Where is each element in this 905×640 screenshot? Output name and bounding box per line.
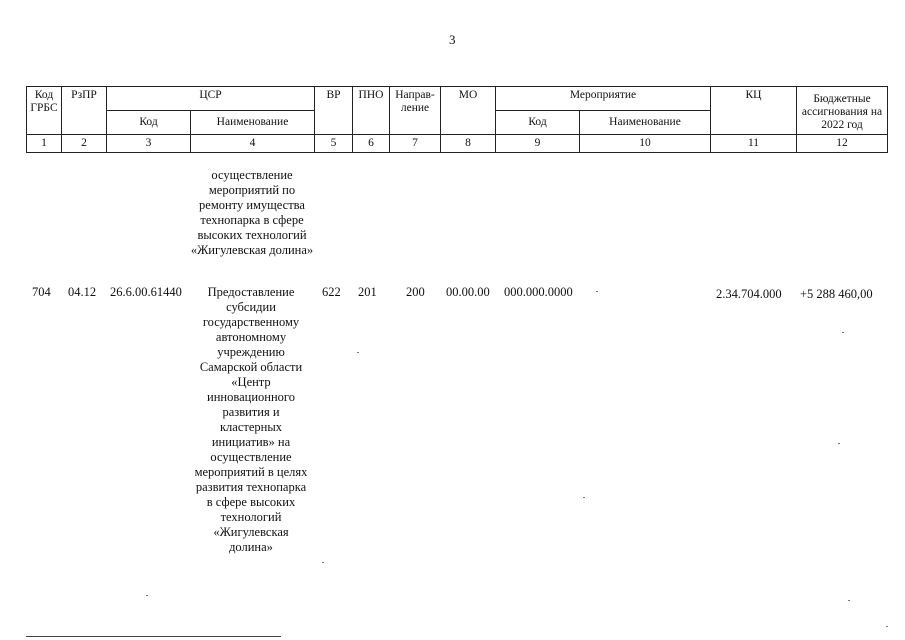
column-number: 10 xyxy=(580,135,711,153)
column-number: 7 xyxy=(390,135,441,153)
header-kc: КЦ xyxy=(711,87,797,135)
header-mo: МО xyxy=(441,87,496,135)
scan-speck xyxy=(357,352,359,353)
cell-meropr-kod: 000.000.0000 xyxy=(504,285,573,299)
cell-mo: 00.00.00 xyxy=(446,285,490,299)
scan-speck xyxy=(838,443,840,444)
column-number: 12 xyxy=(797,135,888,153)
header-csr-kod: Код xyxy=(107,111,191,135)
budget-table-header xyxy=(26,86,888,153)
header-vr: ВР xyxy=(315,87,353,135)
scan-speck xyxy=(583,497,585,498)
column-number: 11 xyxy=(711,135,797,153)
cell-kc: 2.34.704.000 xyxy=(716,287,782,301)
cell-name: Предоставление субсидии государственному автономному учреждению Самарской области «Центр инновационного развития и кластерных инициатив» на осуществление мероприятий в целях развития технопарка в сфере высоких технологий «Жигулевская долина» xyxy=(194,285,308,554)
scan-speck xyxy=(886,626,888,627)
cell-grbs: 704 xyxy=(32,285,51,299)
scan-speck xyxy=(596,291,598,292)
column-number: 3 xyxy=(107,135,191,153)
column-number: 1 xyxy=(27,135,62,153)
column-number: 5 xyxy=(315,135,353,153)
footer-rule xyxy=(26,636,281,637)
header-napr: Направ-ление xyxy=(390,87,441,135)
cell-pno: 201 xyxy=(358,285,377,299)
header-budget: Бюджетные ассигнования на 2022 год xyxy=(797,87,888,135)
scan-speck xyxy=(146,595,148,596)
column-number: 6 xyxy=(353,135,390,153)
header-pno: ПНО xyxy=(353,87,390,135)
column-number: 8 xyxy=(441,135,496,153)
header-meropr-name: Наименование xyxy=(580,111,711,135)
column-number: 9 xyxy=(496,135,580,153)
header-meropr-kod: Код xyxy=(496,111,580,135)
column-number: 4 xyxy=(191,135,315,153)
cell-rzpr: 04.12 xyxy=(68,285,97,299)
scan-speck xyxy=(848,600,850,601)
cell-csr: 26.6.00.61440 xyxy=(110,285,182,299)
header-csr-name: Наименование xyxy=(191,111,315,135)
column-number: 2 xyxy=(62,135,107,153)
scan-speck xyxy=(842,332,844,333)
header-csr: ЦСР xyxy=(107,87,315,111)
header-rzpr: РзПР xyxy=(62,87,107,135)
page-number: 3 xyxy=(449,32,456,47)
cell-vr: 622 xyxy=(322,285,341,299)
column-numbers-row xyxy=(27,135,888,153)
header-meropriyatie: Мероприятие xyxy=(496,87,711,111)
cell-amount: +5 288 460,00 xyxy=(800,287,873,301)
header-kod-grbs: Код ГРБС xyxy=(27,87,62,135)
continuation-name-text: осуществление мероприятий по ремонту имущества технопарка в сфере высоких технологий «Жигулевская долина» xyxy=(190,168,314,257)
cell-napr: 200 xyxy=(406,285,425,299)
scan-speck xyxy=(322,562,324,563)
